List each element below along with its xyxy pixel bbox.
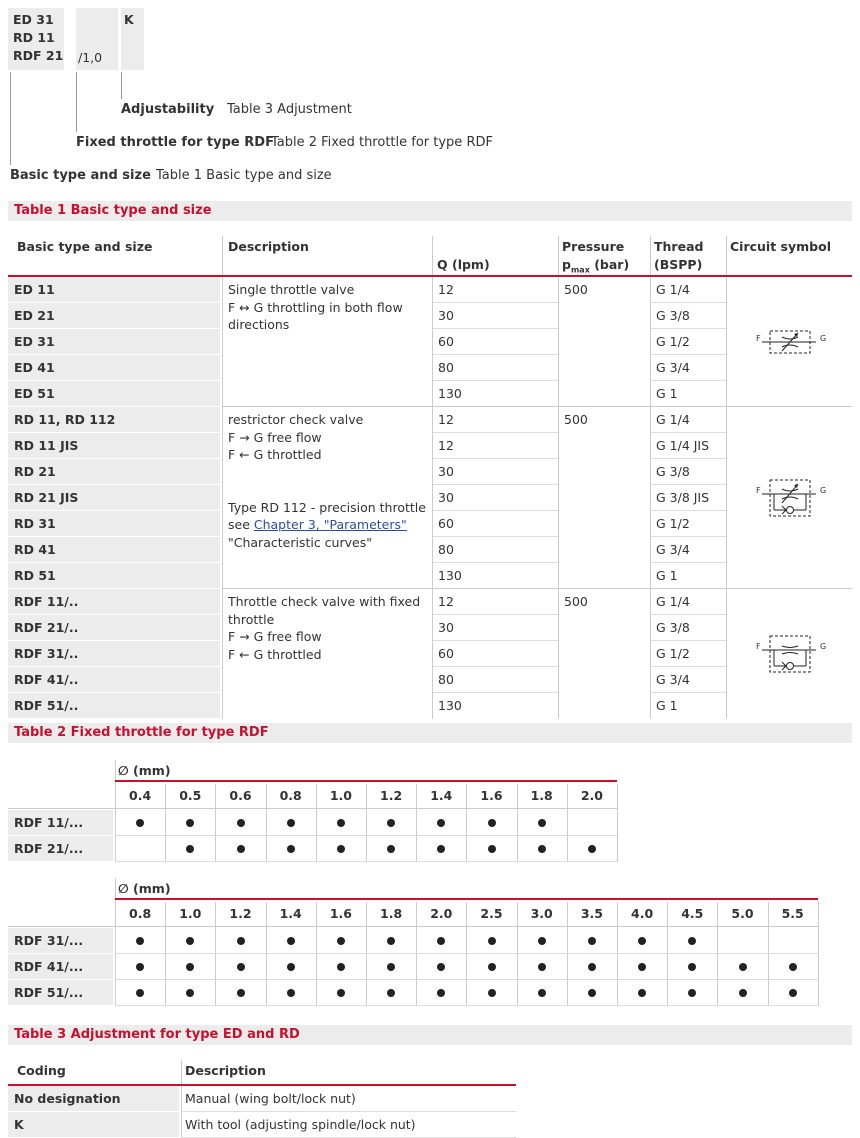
t1-thread-cell: G 3/4 bbox=[656, 542, 690, 557]
t1-thread-cell: G 3/8 JIS bbox=[656, 490, 710, 505]
t1-desc-see-line: see Chapter 3, "Parameters" bbox=[228, 517, 407, 532]
t1-col-divider bbox=[726, 277, 727, 407]
t2-availability-dot bbox=[488, 963, 496, 971]
t2-availability-dot bbox=[437, 937, 445, 945]
t1-desc-line: F → G free flow bbox=[228, 429, 322, 445]
t1-header-thread-unit: (BSPP) bbox=[654, 257, 703, 272]
order-line-adjust bbox=[121, 72, 122, 99]
t2-diameter: 5.5 bbox=[781, 906, 804, 921]
symbol-port-g: G bbox=[820, 486, 827, 495]
t2-header-underline bbox=[8, 926, 818, 927]
t1-header-divider bbox=[222, 236, 223, 275]
order-type-code: ED 31 bbox=[13, 12, 54, 27]
t2-availability-dot bbox=[387, 963, 395, 971]
t2-availability-dot bbox=[287, 937, 295, 945]
t2-diameter: 0.5 bbox=[179, 788, 202, 803]
order-line-type bbox=[10, 72, 11, 165]
t1-flow-cell: 30 bbox=[438, 490, 454, 505]
t1-col-divider bbox=[726, 407, 727, 589]
t2-diameter: 1.2 bbox=[229, 906, 252, 921]
t1-desc-line: F ← G throttled bbox=[228, 646, 322, 662]
t1-pressure-cell: 500 bbox=[564, 282, 588, 297]
t1-thread-cell: G 1/4 bbox=[656, 594, 690, 609]
t2-row-line bbox=[115, 861, 617, 862]
t2-availability-dot bbox=[136, 963, 144, 971]
order-adjust-code: K bbox=[124, 12, 134, 27]
table1-title: Table 1 Basic type and size bbox=[14, 203, 212, 218]
t2-availability-dot bbox=[588, 845, 596, 853]
t1-flow-cell: 30 bbox=[438, 308, 454, 323]
t1-col-divider bbox=[650, 407, 651, 589]
t2-availability-dot bbox=[287, 819, 295, 827]
t2-availability-dot bbox=[688, 989, 696, 997]
t1-thread-cell: G 1/4 JIS bbox=[656, 438, 710, 453]
order-line-throttle bbox=[76, 72, 77, 132]
t2-label-divider bbox=[115, 760, 116, 862]
t2-diameter-label: ∅ (mm) bbox=[118, 763, 171, 778]
t1-col-divider bbox=[650, 277, 651, 407]
t1-flow-cell: 60 bbox=[438, 646, 454, 661]
t1-col-divider bbox=[726, 589, 727, 719]
table3-title: Table 3 Adjustment for type ED and RD bbox=[14, 1027, 300, 1042]
t2-diameter: 2.0 bbox=[580, 788, 603, 803]
t2-availability-dot bbox=[437, 989, 445, 997]
t2-row-line bbox=[115, 1005, 818, 1006]
t1-thread-cell: G 1 bbox=[656, 568, 678, 583]
t2-availability-dot bbox=[337, 819, 345, 827]
symbol-port-f: F bbox=[756, 642, 761, 651]
t1-flow-cell: 80 bbox=[438, 672, 454, 687]
t1-desc-line: Single throttle valve bbox=[228, 282, 355, 297]
t2-availability-dot bbox=[186, 937, 194, 945]
t2-availability-dot bbox=[588, 963, 596, 971]
t3-desc-cell: Manual (wing bolt/lock nut) bbox=[185, 1091, 356, 1106]
fixed-throttle-check-symbol bbox=[758, 632, 828, 676]
t2-diameter: 1.8 bbox=[530, 788, 553, 803]
t1-type-cell: RD 51 bbox=[8, 563, 220, 588]
t2-diameter: 0.4 bbox=[129, 788, 152, 803]
table1-title-bar bbox=[8, 201, 852, 221]
t1-header-divider bbox=[726, 236, 727, 275]
t1-flow-cell: 60 bbox=[438, 516, 454, 531]
t3-header-coding: Coding bbox=[17, 1063, 66, 1078]
t2-availability-dot bbox=[789, 963, 797, 971]
t1-col-divider bbox=[222, 589, 223, 719]
t2-diameter: 1.0 bbox=[329, 788, 352, 803]
t3-coding-cell: No designation bbox=[8, 1086, 179, 1111]
t1-type-cell: ED 41 bbox=[8, 355, 220, 380]
t2-availability-dot bbox=[186, 963, 194, 971]
t1-type-cell: ED 21 bbox=[8, 303, 220, 328]
t2-diameter: 2.5 bbox=[480, 906, 503, 921]
t1-thread-cell: G 3/8 bbox=[656, 308, 690, 323]
table2-title: Table 2 Fixed throttle for type RDF bbox=[14, 725, 269, 740]
order-type-code: RDF 21 bbox=[13, 48, 64, 63]
t2-availability-dot bbox=[588, 989, 596, 997]
t1-type-cell: ED 11 bbox=[8, 277, 220, 302]
t2-availability-dot bbox=[237, 819, 245, 827]
t2-availability-dot bbox=[186, 989, 194, 997]
t2-type-cell: RDF 51/... bbox=[8, 980, 113, 1005]
symbol-port-f: F bbox=[756, 334, 761, 343]
t2-availability-dot bbox=[337, 963, 345, 971]
t1-desc-line: F ← G throttled bbox=[228, 447, 322, 462]
t2-availability-dot bbox=[638, 989, 646, 997]
t1-col-divider bbox=[432, 407, 433, 589]
t2-diameter: 4.5 bbox=[681, 906, 704, 921]
t2-diameter: 0.8 bbox=[129, 906, 152, 921]
t2-availability-dot bbox=[538, 937, 546, 945]
t1-header-divider bbox=[432, 236, 433, 275]
t1-desc-line: directions bbox=[228, 317, 290, 332]
t1-thread-cell: G 1 bbox=[656, 386, 678, 401]
t1-col-divider bbox=[222, 407, 223, 589]
t3-desc-cell: With tool (adjusting spindle/lock nut) bbox=[185, 1117, 416, 1132]
t1-desc-cell bbox=[222, 281, 432, 334]
t2-availability-dot bbox=[688, 963, 696, 971]
t2-availability-dot bbox=[437, 845, 445, 853]
t1-header-thread: Thread bbox=[654, 239, 704, 254]
symbol-port-g: G bbox=[820, 642, 827, 651]
t1-type-cell: RD 41 bbox=[8, 537, 220, 562]
t2-diameter: 0.8 bbox=[279, 788, 302, 803]
t2-availability-dot bbox=[789, 989, 797, 997]
t1-header-pressure: Pressure bbox=[562, 239, 625, 254]
t1-type-cell: RD 21 JIS bbox=[8, 485, 220, 510]
t1-flow-cell: 130 bbox=[438, 568, 462, 583]
t2-availability-dot bbox=[387, 937, 395, 945]
t2-availability-dot bbox=[688, 937, 696, 945]
t2-row-line bbox=[115, 953, 818, 954]
t2-diameter: 1.8 bbox=[380, 906, 403, 921]
t1-pressure-cell: 500 bbox=[564, 594, 588, 609]
t1-flow-cell: 12 bbox=[438, 412, 454, 427]
t1-desc-line: restrictor check valve bbox=[228, 412, 364, 427]
t3-coding-cell: K bbox=[8, 1112, 179, 1137]
t1-col-divider bbox=[558, 277, 559, 407]
symbol-port-f: F bbox=[756, 486, 761, 495]
table2-title-bar bbox=[8, 723, 852, 743]
t1-desc-line: throttle bbox=[228, 611, 275, 627]
t2-availability-dot bbox=[588, 937, 596, 945]
t1-header-pressure-unit: $p_{max}$ (bar) bbox=[562, 257, 630, 275]
t2-availability-dot bbox=[287, 963, 295, 971]
t2-type-cell: RDF 11/... bbox=[8, 810, 113, 835]
t2-availability-dot bbox=[387, 989, 395, 997]
t2-col-divider bbox=[617, 784, 618, 862]
order-type-code: RD 11 bbox=[13, 30, 55, 45]
t1-col-divider bbox=[432, 589, 433, 719]
t2-availability-dot bbox=[437, 819, 445, 827]
t2-header-underline bbox=[8, 808, 617, 809]
t2-col-divider bbox=[818, 902, 819, 1006]
t2-availability-dot bbox=[538, 963, 546, 971]
t1-thread-cell: G 1/2 bbox=[656, 334, 690, 349]
t1-flow-cell: 12 bbox=[438, 594, 454, 609]
t1-type-cell: RD 11 JIS bbox=[8, 433, 220, 458]
t1-thread-cell: G 1/4 bbox=[656, 282, 690, 297]
t2-availability-dot bbox=[387, 819, 395, 827]
t1-desc-spacer bbox=[228, 464, 432, 499]
t1-header-desc: Description bbox=[228, 239, 309, 254]
table3-title-bar bbox=[8, 1025, 852, 1045]
t2-availability-dot bbox=[538, 819, 546, 827]
t2-diameter: 1.4 bbox=[279, 906, 302, 921]
t2-availability-dot bbox=[739, 989, 747, 997]
t1-header-divider bbox=[650, 236, 651, 275]
t1-col-divider bbox=[558, 407, 559, 589]
t2-availability-dot bbox=[488, 845, 496, 853]
t2-type-cell: RDF 21/... bbox=[8, 836, 113, 861]
t1-flow-cell: 80 bbox=[438, 542, 454, 557]
t1-flow-cell: 130 bbox=[438, 386, 462, 401]
t2-availability-dot bbox=[136, 819, 144, 827]
t2-availability-dot bbox=[287, 989, 295, 997]
t2-availability-dot bbox=[237, 845, 245, 853]
t1-pressure-cell: 500 bbox=[564, 412, 588, 427]
t2-diameter: 3.0 bbox=[530, 906, 553, 921]
t1-type-cell: ED 51 bbox=[8, 381, 220, 406]
t2-availability-dot bbox=[337, 989, 345, 997]
t1-type-cell: RDF 51/.. bbox=[8, 693, 220, 718]
t1-thread-cell: G 3/8 bbox=[656, 620, 690, 635]
t1-thread-cell: G 1/2 bbox=[656, 646, 690, 661]
t2-header-rule bbox=[115, 780, 617, 782]
t1-col-divider bbox=[650, 589, 651, 719]
t2-diameter: 1.4 bbox=[430, 788, 453, 803]
t2-availability-dot bbox=[237, 989, 245, 997]
t1-flow-cell: 12 bbox=[438, 282, 454, 297]
symbol-port-g: G bbox=[820, 334, 827, 343]
t1-type-cell: RD 31 bbox=[8, 511, 220, 536]
t2-availability-dot bbox=[638, 963, 646, 971]
t1-col-divider bbox=[432, 277, 433, 407]
t2-diameter: 5.0 bbox=[731, 906, 754, 921]
t1-type-cell: ED 31 bbox=[8, 329, 220, 354]
t1-thread-cell: G 1 bbox=[656, 698, 678, 713]
t1-desc-cell bbox=[222, 411, 432, 551]
t3-header-desc: Description bbox=[185, 1063, 266, 1078]
t2-row-line bbox=[115, 835, 617, 836]
t2-header-rule bbox=[115, 898, 818, 900]
order-legend-label: Fixed throttle for type RDF bbox=[76, 135, 274, 150]
t2-availability-dot bbox=[488, 819, 496, 827]
t1-flow-cell: 30 bbox=[438, 464, 454, 479]
t1-thread-cell: G 3/8 bbox=[656, 464, 690, 479]
t2-availability-dot bbox=[538, 845, 546, 853]
order-legend-ref: Table 1 Basic type and size bbox=[156, 168, 332, 183]
t2-diameter: 0.6 bbox=[229, 788, 252, 803]
t1-header-pressure-sub: max bbox=[570, 265, 590, 275]
t1-flow-cell: 60 bbox=[438, 334, 454, 349]
t1-flow-cell: 12 bbox=[438, 438, 454, 453]
t1-desc-line: F → G free flow bbox=[228, 629, 322, 644]
t1-flow-cell: 130 bbox=[438, 698, 462, 713]
t2-availability-dot bbox=[337, 937, 345, 945]
t1-thread-cell: G 3/4 bbox=[656, 672, 690, 687]
order-legend-ref: Table 2 Fixed throttle for type RDF bbox=[271, 135, 493, 150]
t1-header-type: Basic type and size bbox=[17, 239, 153, 254]
t1-thread-cell: G 1/2 bbox=[656, 516, 690, 531]
t1-type-cell: RDF 41/.. bbox=[8, 667, 220, 692]
t2-diameter: 1.0 bbox=[179, 906, 202, 921]
t1-desc-link[interactable]: Chapter 3, "Parameters" bbox=[253, 517, 407, 532]
t1-desc-line: F ↔ G throttling in both flow bbox=[228, 299, 403, 315]
t2-availability-dot bbox=[136, 937, 144, 945]
t1-type-cell: RD 11, RD 112 bbox=[8, 407, 220, 432]
t1-col-divider bbox=[558, 589, 559, 719]
order-legend-label: Basic type and size bbox=[10, 168, 151, 183]
t1-type-cell: RDF 21/.. bbox=[8, 615, 220, 640]
t1-flow-cell: 80 bbox=[438, 360, 454, 375]
t2-availability-dot bbox=[186, 819, 194, 827]
t2-type-cell: RDF 31/... bbox=[8, 928, 113, 953]
order-legend-ref: Table 3 Adjustment bbox=[227, 102, 352, 117]
t2-diameter: 2.0 bbox=[430, 906, 453, 921]
t2-availability-dot bbox=[739, 963, 747, 971]
t2-diameter: 4.0 bbox=[631, 906, 654, 921]
t2-diameter-label: ∅ (mm) bbox=[118, 881, 171, 896]
t2-diameter: 3.5 bbox=[580, 906, 603, 921]
throttle-symbol bbox=[758, 320, 828, 364]
t1-flow-cell: 30 bbox=[438, 620, 454, 635]
t2-diameter: 1.2 bbox=[380, 788, 403, 803]
t1-type-cell: RDF 11/.. bbox=[8, 589, 220, 614]
t1-col-divider bbox=[222, 277, 223, 407]
t1-type-cell: RD 21 bbox=[8, 459, 220, 484]
t1-desc-cell bbox=[222, 593, 432, 663]
t2-availability-dot bbox=[287, 845, 295, 853]
t2-diameter: 1.6 bbox=[329, 906, 352, 921]
t1-header-divider bbox=[558, 236, 559, 275]
t2-availability-dot bbox=[437, 963, 445, 971]
t2-availability-dot bbox=[387, 845, 395, 853]
t2-type-cell: RDF 41/... bbox=[8, 954, 113, 979]
t2-availability-dot bbox=[538, 989, 546, 997]
t1-type-cell: RDF 31/.. bbox=[8, 641, 220, 666]
order-legend-label: Adjustability bbox=[121, 102, 215, 117]
t2-diameter: 1.6 bbox=[480, 788, 503, 803]
t1-header-symbol: Circuit symbol bbox=[730, 239, 831, 254]
t2-row-line bbox=[115, 979, 818, 980]
t2-availability-dot bbox=[638, 937, 646, 945]
throttle-check-symbol bbox=[758, 476, 828, 520]
t1-desc-line: Throttle check valve with fixed bbox=[228, 594, 421, 609]
t1-desc-line: Type RD 112 - precision throttle bbox=[228, 499, 426, 515]
t2-availability-dot bbox=[488, 937, 496, 945]
t2-availability-dot bbox=[488, 989, 496, 997]
t1-desc-line: "Characteristic curves" bbox=[228, 534, 372, 550]
t2-availability-dot bbox=[136, 989, 144, 997]
t1-thread-cell: G 3/4 bbox=[656, 360, 690, 375]
t2-availability-dot bbox=[237, 963, 245, 971]
t1-thread-cell: G 1/4 bbox=[656, 412, 690, 427]
order-throttle-code: /1,0 bbox=[78, 50, 103, 65]
t2-availability-dot bbox=[337, 845, 345, 853]
t1-header-flow-unit: Q (lpm) bbox=[437, 257, 490, 272]
t2-availability-dot bbox=[186, 845, 194, 853]
t2-availability-dot bbox=[237, 937, 245, 945]
